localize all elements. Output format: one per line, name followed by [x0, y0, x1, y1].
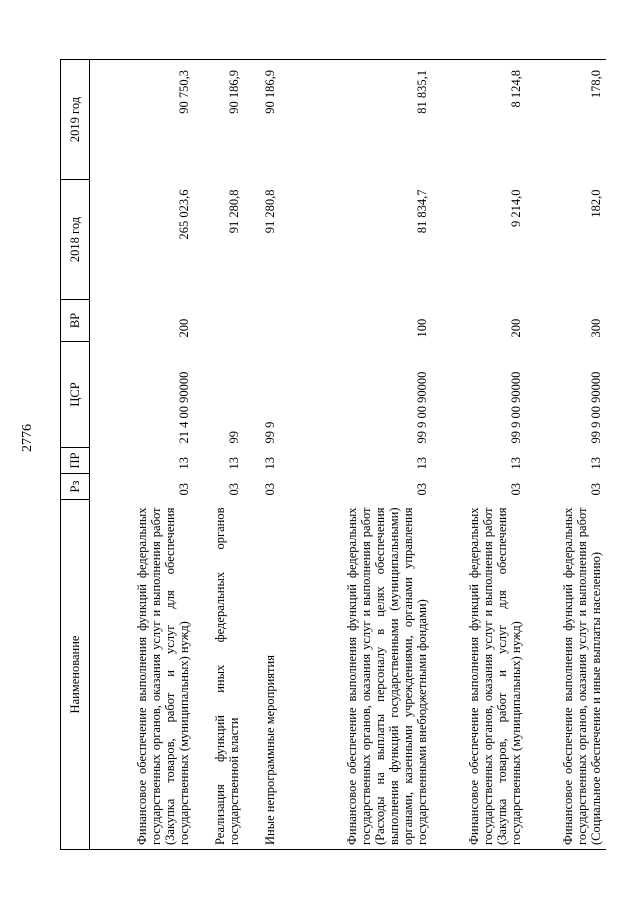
- row-csr: 99 9: [262, 421, 277, 444]
- header-pr: ПР: [61, 448, 90, 474]
- row-2019: 81 835,1: [280, 60, 432, 180]
- table-row: [280, 60, 432, 850]
- header-2019: 2019 год: [61, 60, 90, 180]
- row-vr: [244, 300, 280, 342]
- row-csr: 99 9 00 90000: [508, 371, 523, 444]
- header-name: Наименование: [61, 500, 90, 850]
- row-name: Иные непрограммные мероприятия: [244, 500, 280, 850]
- row-pr: 13: [262, 457, 277, 470]
- row-2019: 90 750,3: [90, 60, 194, 180]
- row-csr: 99 9 00 90000: [588, 371, 603, 444]
- rotated-page: [60, 60, 620, 850]
- row-name: Финансовое обеспечение выполнения функций федеральных государственных органов, оказания услуг и выполнения работ (Социальное обеспечение и иные выплаты населению): [526, 500, 606, 850]
- row-2019: 90 186,9: [244, 60, 280, 180]
- row-rz: 03: [226, 483, 241, 496]
- row-rz: 03: [508, 483, 523, 496]
- table-row: [526, 60, 606, 850]
- row-rz: 03: [262, 483, 277, 496]
- row-csr: 21 4 00 90000: [176, 371, 191, 444]
- row-pr: 13: [176, 457, 191, 470]
- row-pr: 13: [508, 457, 523, 470]
- row-rz: 03: [176, 483, 191, 496]
- budget-table: [60, 59, 606, 850]
- row-2018: 91 280,8: [262, 189, 277, 234]
- row-vr: 200: [176, 318, 191, 338]
- row-2018: 265 023,6: [176, 189, 191, 240]
- row-2019: 8 124,8: [432, 60, 526, 180]
- table-header-row: [61, 60, 90, 850]
- row-rz: 03: [414, 483, 429, 496]
- table-row: [432, 60, 526, 850]
- row-2018: 91 280,8: [226, 189, 241, 234]
- row-name: Финансовое обеспечение выполнения функций федеральных государственных органов, оказания услуг и выполнения работ (Закупка товаров, работ и услуг для обеспечения государственных (муниципальных) нужд): [432, 500, 526, 850]
- header-rz: Рз: [61, 474, 90, 500]
- row-vr: 200: [508, 318, 523, 338]
- row-vr: [194, 300, 244, 342]
- table-row: [244, 60, 280, 850]
- table-row: [90, 60, 194, 850]
- row-pr: 13: [588, 457, 603, 470]
- row-name: Финансовое обеспечение выполнения функций федеральных государственных органов, оказания услуг и выполнения работ (Закупка товаров, работ и услуг для обеспечения государственных (муниципальных) нужд): [90, 500, 194, 850]
- row-rz: 03: [588, 483, 603, 496]
- header-vr: ВР: [61, 300, 90, 342]
- row-vr: 100: [414, 318, 429, 338]
- row-name: Реализация функций иных федеральных органов государственной власти: [194, 500, 244, 850]
- row-pr: 13: [226, 457, 241, 470]
- header-2018: 2018 год: [61, 180, 90, 300]
- row-2019: 178,0: [526, 60, 606, 180]
- row-csr: 99: [226, 431, 241, 444]
- row-2018: 9 214,0: [508, 189, 523, 227]
- table-row: [194, 60, 244, 850]
- row-name: Финансовое обеспечение выполнения функций федеральных государственных органов, оказания услуг и выполнения работ (Расходы на выплаты персоналу в целях обеспечения выполнения функций государственными (муниципальными) органами, казенными учреждениями, органами управления государственными внебюджетными фондами): [280, 500, 432, 850]
- page-number: 2776: [20, 424, 35, 452]
- row-2018: 182,0: [588, 189, 603, 218]
- row-2018: 81 834,7: [414, 189, 429, 234]
- row-vr: 300: [588, 318, 603, 338]
- row-pr: 13: [414, 457, 429, 470]
- header-csr: ЦСР: [61, 342, 90, 448]
- row-csr: 99 9 00 90000: [414, 371, 429, 444]
- row-2019: 90 186,9: [194, 60, 244, 180]
